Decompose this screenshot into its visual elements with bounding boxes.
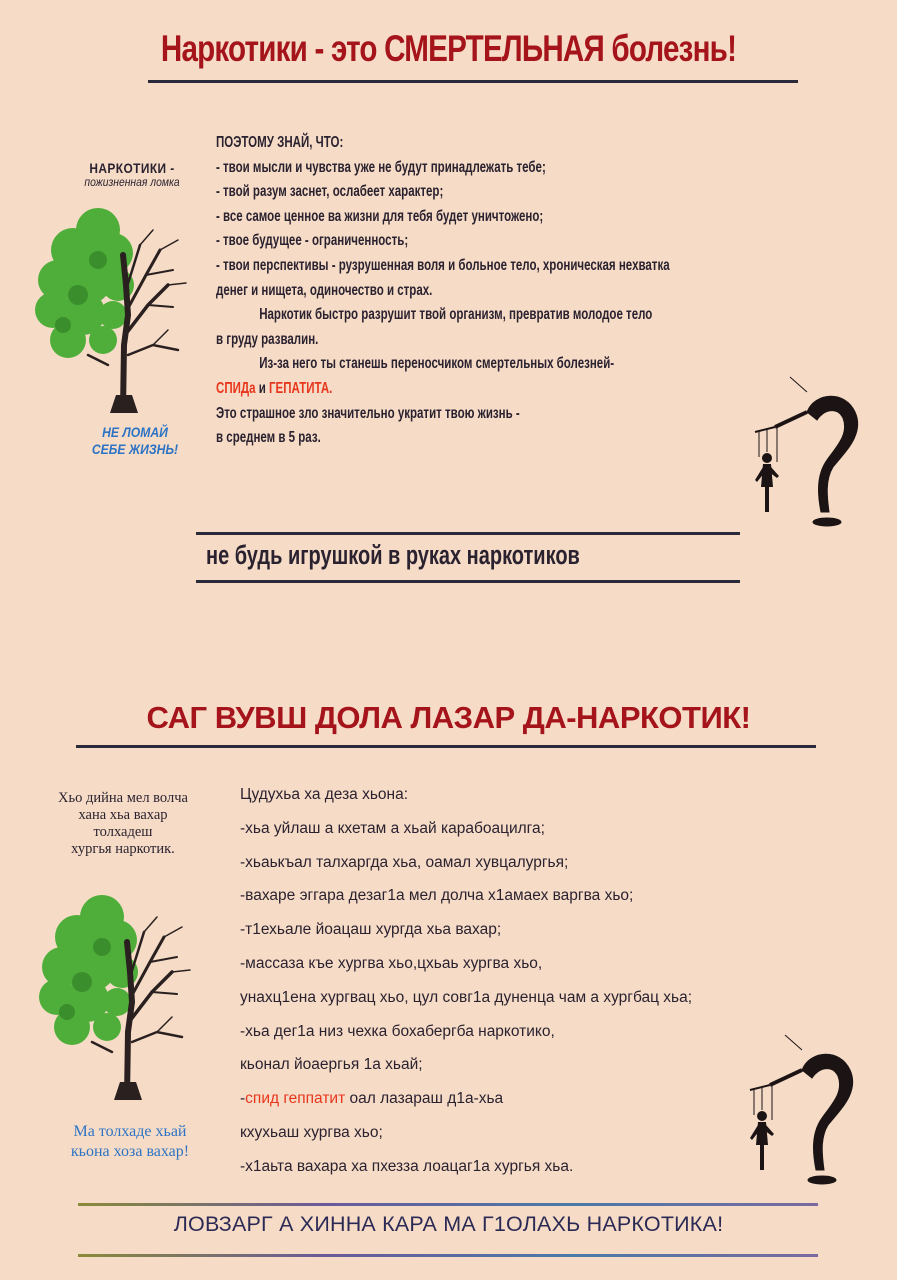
bottom-list [240,778,692,1184]
warning-line: - твои мысли и чувства уже не будут принадлежать тебе; [216,158,546,176]
list-rest: оал лазараш д1а-хьа [345,1090,504,1108]
list-item [240,1082,692,1116]
slogan-bottom-bottom-rule [78,1254,818,1257]
list-item: -х1аьта вахара ха пхезза лоацаг1а хургья хьа. [240,1157,574,1175]
footer-line: Ма толхаде хьай [73,1123,187,1140]
slogan-bottom-top-rule [78,1203,818,1206]
disease-hepatitis: ГЕПАТИТА. [268,379,333,397]
footer-line: кьона хоза вахар! [70,1143,190,1160]
disease-line [216,377,670,402]
list-item: кьонал йоаергья 1а хьай; [240,1056,423,1074]
half-green-tree-icon [32,882,202,1107]
bottom-footer [30,1122,230,1162]
caption-line: хана хьа вахар [78,807,168,823]
tree-footer [60,425,210,457]
warning-line: денег и нищета, одиночество и страх. [216,281,433,299]
list-dash: - [240,1090,246,1108]
warning-line: - твое будущее - ограниченность; [216,232,409,250]
list-item: -массаза къе хургва хьо,цхьаь хургва хьо, [240,954,543,972]
disease-and: и [258,379,266,397]
list-item: -вахаре эггара дезаг1а мел долча х1амаех варгва хьо; [240,887,634,905]
bottom-title: САГ ВУВШ ДОЛА ЛАЗАР ДА-НАРКОТИК! [146,700,751,735]
slogan-top-rule [196,532,740,535]
warning-line: ПОЭТОМУ ЗНАЙ, ЧТО: [216,134,344,151]
half-green-tree-icon [28,195,198,420]
puppeteer-question-mark-icon [740,1030,870,1190]
warning-line: в среднем в 5 раз. [216,429,321,447]
warning-line: Наркотик быстро разрушит твой организм, превратив молодое тело [259,306,653,324]
slogan-bottom: ЛОВЗАРГ А ХИННА КАРА МА Г1ОЛАХЬ НАРКОТИКА! [173,1212,724,1236]
caption-line: хургья наркотик. [71,841,175,857]
list-item: -хьа дег1а низ чехка бохабергба наркотико, [240,1022,555,1040]
tree-caption-line1: НАРКОТИКИ - [89,160,175,176]
warning-line: в груду развалин. [216,330,319,348]
top-title-underline [148,80,798,83]
list-item: -т1ехьале йоацаш хургда хьа вахар; [240,921,502,939]
puppeteer-question-mark-icon [745,372,875,532]
disease-spid: СПИДа [216,379,256,397]
top-title: Наркотики - это СМЕРТЕЛЬНАЯ болезнь! [160,28,737,69]
list-red-text: спид геппатит [245,1090,346,1108]
bottom-title-underline [76,745,816,748]
warning-line: - все самое ценное ва жизни для тебя будет уничтожено; [216,207,544,225]
list-item: Цудухьа ха деза хьона: [240,786,409,803]
slogan-bottom-rule [196,580,740,583]
list-item: -хьа уйлаш а кхетам а хьай карабоацилга; [240,819,545,837]
warning-text-block [216,131,670,451]
warning-line: Из-за него ты станешь переносчиком смертельных болезней- [259,355,615,373]
slogan-top: не будь игрушкой в руках наркотиков [206,540,580,570]
caption-line: толхадеш [93,824,153,840]
warning-line: Это страшное зло значительно укратит твою жизнь - [216,404,520,422]
tree-caption [52,160,212,189]
list-item: унахц1ена хургвац хьо, цул совг1а дуненца чам а хургбац хьа; [240,988,693,1006]
list-item: -хьаькъал талхаргда хьа, оамал хувцалургья; [240,853,569,871]
warning-line: - твой разум заснет, ослабеет характер; [216,183,444,201]
warning-line: - твои перспективы - рузрушенная воля и больное тело, хроническая нехватка [216,256,670,274]
tree-footer-line2: СЕБЕ ЖИЗНЬ! [91,442,179,457]
caption-line: Хьо дийна мел волча [58,790,188,806]
list-item: кхухьаш хургва хьо; [240,1123,383,1141]
bottom-caption [28,790,218,858]
tree-caption-line2: пожизненная ломка [84,177,180,189]
tree-footer-line1: НЕ ЛОМАЙ [102,425,168,440]
